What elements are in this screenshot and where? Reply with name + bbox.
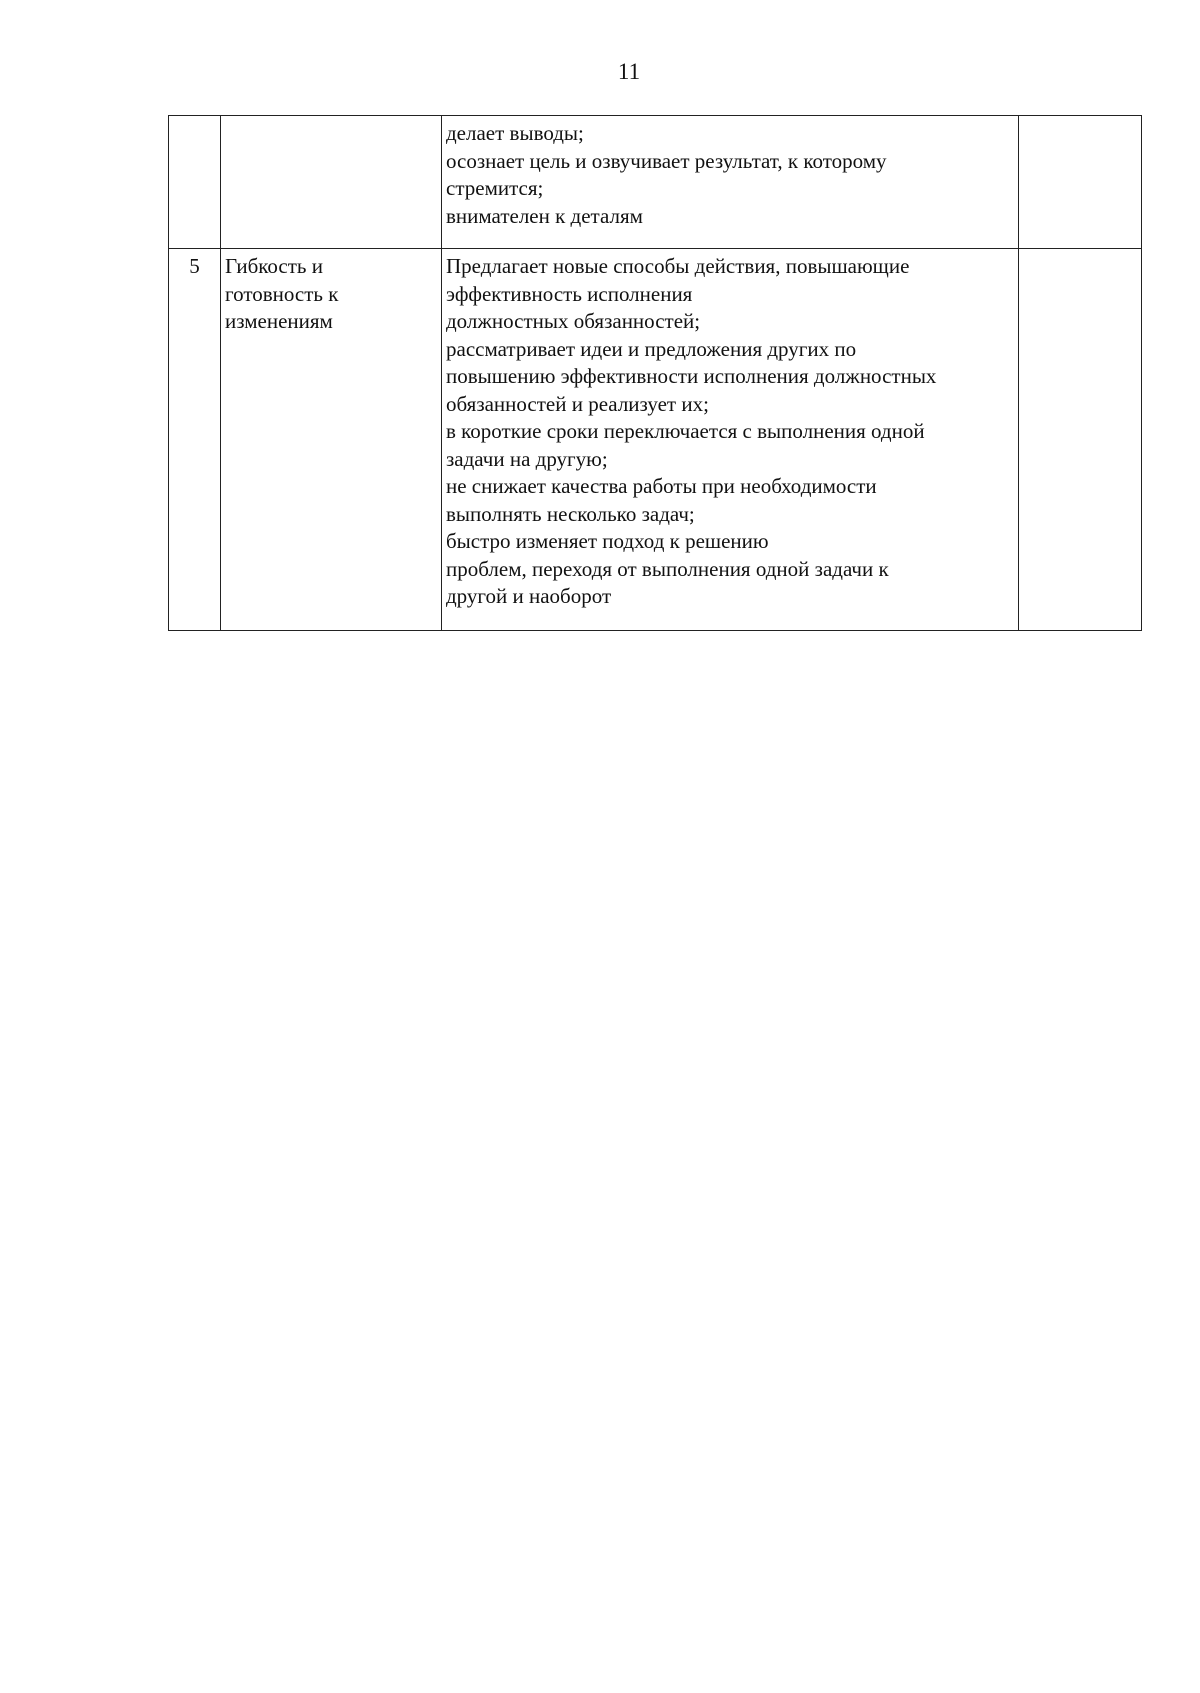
- table-row: [169, 116, 1142, 249]
- page-number: 11: [617, 59, 641, 84]
- competency-table: [168, 115, 1142, 631]
- description-line: проблем, переходя от выполнения одной задачи к: [446, 556, 889, 581]
- description-line: другой и наоборот: [446, 584, 612, 608]
- row-number-cell: 5: [169, 249, 221, 631]
- description-line: стремится;: [446, 176, 544, 200]
- competency-name-line: изменениям: [225, 309, 333, 333]
- description-line: быстро изменяет подход к решению: [446, 529, 769, 553]
- competency-name-cell: [221, 116, 442, 249]
- description-line: в короткие сроки переключается с выполнения одной: [446, 419, 925, 443]
- description-line: повышению эффективности исполнения должностных: [446, 364, 937, 388]
- competency-name-line: Гибкость и: [225, 254, 323, 278]
- table-row: [169, 249, 1142, 631]
- description-line: осознает цель и озвучивает результат, к которому: [446, 148, 887, 173]
- row-number-cell: [169, 116, 221, 249]
- description-line: Предлагает новые способы действия, повышающие: [446, 254, 910, 278]
- description-line: выполнять несколько задач;: [446, 501, 695, 526]
- description-line: эффективность исполнения: [446, 281, 693, 306]
- empty-cell: [1019, 116, 1142, 249]
- description-line: должностных обязанностей;: [446, 309, 701, 333]
- empty-cell: [1019, 249, 1142, 631]
- description-line: задачи на другую;: [446, 446, 608, 471]
- description-line: делает выводы;: [446, 121, 584, 145]
- description-line: обязанностей и реализует их;: [446, 391, 709, 416]
- description-line: не снижает качества работы при необходимости: [446, 474, 877, 498]
- description-line: внимателен к деталям: [446, 203, 643, 228]
- competency-name-cell: [221, 249, 442, 631]
- competency-description-cell: [442, 249, 1019, 631]
- competency-description-cell: [442, 116, 1019, 249]
- competency-name-line: готовность к: [225, 281, 339, 306]
- description-line: рассматривает идеи и предложения других по: [446, 336, 857, 361]
